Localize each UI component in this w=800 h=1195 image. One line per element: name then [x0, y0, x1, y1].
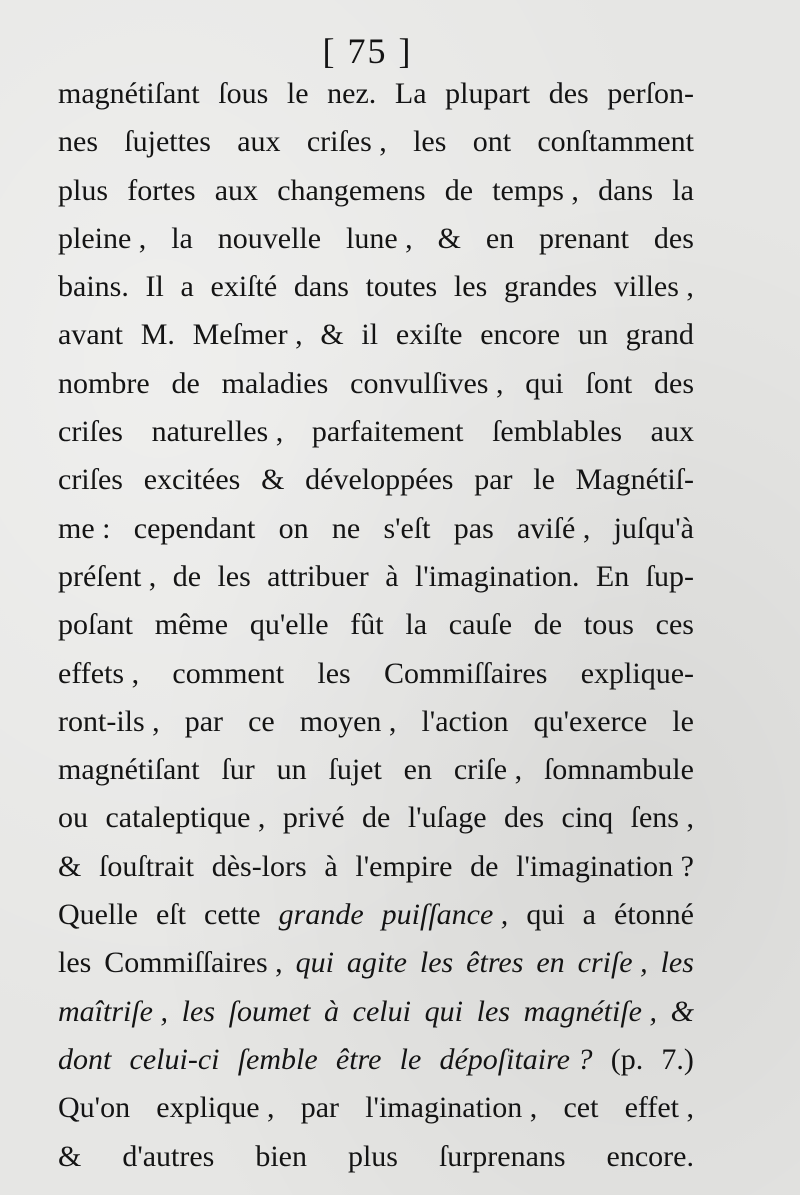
text-word: villes ,	[613, 270, 694, 304]
text-word: qui	[526, 898, 565, 932]
text-word: juſqu'à	[613, 511, 694, 545]
text-line	[58, 843, 694, 891]
text-word: les	[453, 270, 488, 304]
text-word: développées	[305, 463, 454, 497]
text-word: magnétiſant	[58, 77, 200, 110]
text-word: En	[595, 559, 630, 593]
text-line	[58, 794, 694, 842]
text-word: effet ,	[624, 1091, 694, 1125]
text-word: explique ,	[156, 1091, 275, 1125]
text-word: le	[286, 77, 309, 110]
text-word: plus	[58, 173, 109, 207]
text-word: Il	[145, 270, 164, 304]
text-word: ou	[58, 801, 88, 835]
text-word: ſup-	[645, 559, 694, 593]
text-word: ſouſtrait	[99, 849, 195, 883]
text-word: en	[536, 946, 565, 980]
text-word: un	[276, 753, 307, 787]
text-word: Commiſſaires	[384, 656, 548, 690]
text-word: M.	[140, 318, 175, 352]
text-word: exiſté	[210, 270, 278, 304]
text-word: perſon-	[607, 77, 694, 110]
text-word: l'action	[421, 704, 509, 738]
text-word: les	[58, 946, 92, 980]
text-word: toutes	[365, 270, 438, 304]
text-word: le	[672, 704, 694, 738]
text-word: l'uſage	[407, 801, 487, 835]
text-word: naturelles ,	[151, 415, 284, 449]
text-word: aux	[650, 415, 694, 449]
text-word: temps ,	[492, 173, 579, 207]
text-word: l'empire	[355, 849, 453, 883]
text-word: les	[317, 656, 351, 690]
text-word: les	[419, 946, 454, 980]
text-line	[58, 456, 694, 504]
text-word: par	[300, 1091, 340, 1125]
text-word: plus	[347, 1139, 398, 1173]
text-line	[58, 1036, 694, 1084]
text-word: dans	[293, 270, 349, 304]
text-word: la	[672, 173, 694, 207]
text-word: la	[405, 608, 428, 642]
text-word: convulſives ,	[350, 366, 504, 400]
text-word: d'autres	[122, 1139, 215, 1173]
text-word: aviſé ,	[517, 511, 591, 545]
text-word: l'imagination.	[414, 559, 580, 593]
text-word: même	[154, 608, 229, 642]
text-line	[58, 1133, 694, 1181]
text-word: ce	[248, 704, 275, 738]
text-line	[58, 1084, 694, 1132]
text-word: encore	[480, 318, 561, 352]
text-word: préſent ,	[58, 559, 157, 593]
text-word: cauſe	[448, 608, 513, 642]
text-word: criſe ,	[453, 753, 523, 787]
text-word: cependant	[133, 511, 256, 545]
text-word: nes	[58, 125, 98, 159]
text-word: encore.	[606, 1139, 694, 1173]
text-line	[58, 650, 694, 698]
body-text	[58, 70, 694, 1181]
text-line	[58, 360, 694, 408]
text-word: grandes	[503, 270, 598, 304]
text-line	[58, 891, 694, 939]
text-word: à	[385, 559, 399, 593]
text-word: les	[413, 125, 447, 159]
text-word: magnétiſant	[58, 753, 200, 787]
text-word: bains.	[58, 270, 129, 304]
text-word: fût	[350, 608, 384, 642]
text-word: les	[217, 559, 251, 593]
text-word: criſes	[58, 415, 123, 449]
text-word: &	[437, 221, 461, 255]
text-word: &	[320, 318, 344, 352]
text-word: ſemble	[237, 1042, 318, 1076]
text-word: 7.)	[661, 1042, 694, 1076]
text-word: privé	[282, 801, 345, 835]
text-word: ſurprenans	[438, 1139, 566, 1173]
text-word: nouvelle	[217, 221, 322, 255]
text-line	[58, 215, 694, 263]
text-word: la	[171, 221, 193, 255]
text-word: tous	[583, 608, 634, 642]
text-word: me :	[58, 511, 111, 545]
text-word: ſous	[218, 77, 269, 110]
text-word: à	[324, 994, 339, 1028]
text-word: agite	[346, 946, 407, 980]
text-word: criſes	[58, 463, 123, 497]
text-word: (p.	[610, 1042, 644, 1076]
text-word: êtres	[466, 946, 524, 980]
text-line	[58, 939, 694, 987]
text-word: les	[476, 994, 510, 1028]
text-word: attribuer	[267, 559, 369, 593]
text-word: lune ,	[346, 221, 413, 255]
text-word: on	[278, 511, 309, 545]
text-word: explique-	[580, 656, 694, 690]
text-word: eſt	[155, 898, 186, 932]
text-line	[58, 167, 694, 215]
text-line	[58, 70, 694, 118]
text-word: par	[184, 704, 224, 738]
text-word: ſens ,	[630, 801, 694, 835]
text-word: ſoumet	[228, 994, 311, 1028]
text-word: le	[533, 463, 555, 497]
text-word: parfaitement	[311, 415, 464, 449]
text-word: ſujet	[328, 753, 382, 787]
text-word: aux	[214, 173, 259, 207]
text-word: fortes	[127, 173, 196, 207]
text-word: de	[444, 173, 474, 207]
text-word: comment	[172, 656, 285, 690]
text-word: ſomnambule	[543, 753, 694, 787]
text-word: &	[58, 1139, 82, 1173]
text-word: bien	[255, 1139, 307, 1173]
text-word: pas	[453, 511, 494, 545]
text-word: Meſmer ,	[192, 318, 303, 352]
text-word: ront-ils ,	[58, 704, 160, 738]
text-word: par	[474, 463, 513, 497]
text-word: ſont	[585, 366, 633, 400]
text-word: cette	[204, 898, 261, 932]
text-word: La	[394, 77, 427, 110]
text-word: &	[670, 994, 694, 1028]
text-line	[58, 746, 694, 794]
text-word: celui	[352, 994, 411, 1028]
text-word: grand	[625, 318, 694, 352]
text-word: ont	[472, 125, 512, 159]
text-word: dès-lors	[211, 849, 307, 883]
text-word: aux	[237, 125, 281, 159]
text-word: cet	[563, 1091, 599, 1125]
text-word: puiſſance ,	[381, 898, 509, 932]
text-word: l'imagination ?	[516, 849, 694, 883]
text-word: prenant	[539, 221, 630, 255]
text-word: exiſte	[395, 318, 463, 352]
text-word: conſtamment	[537, 125, 694, 159]
page-number: [ 75 ]	[322, 31, 413, 71]
text-word: cataleptique ,	[105, 801, 266, 835]
text-word: qui	[424, 994, 463, 1028]
text-word: celui-ci	[129, 1042, 220, 1076]
text-word: ne	[331, 511, 361, 545]
text-word: effets ,	[58, 656, 140, 690]
text-word: de	[470, 849, 499, 883]
text-word: étonné	[614, 898, 694, 932]
text-word: ſujettes	[124, 125, 211, 159]
text-line	[58, 988, 694, 1036]
text-word: cinq	[561, 801, 614, 835]
text-word: en	[403, 753, 432, 787]
text-line	[58, 553, 694, 601]
text-line	[58, 601, 694, 649]
text-word: un	[577, 318, 608, 352]
text-word: Commiſſaires ,	[104, 946, 283, 980]
text-word: a	[180, 270, 194, 304]
text-word: être	[335, 1042, 382, 1076]
text-word: des	[654, 366, 694, 400]
text-word: changemens	[277, 173, 426, 207]
text-word: ces	[655, 608, 694, 642]
text-word: Magnétiſ-	[575, 463, 694, 497]
text-word: les	[181, 994, 215, 1028]
text-word: moyen ,	[299, 704, 397, 738]
text-word: maladies	[221, 366, 329, 400]
text-word: des	[653, 221, 694, 255]
text-word: de	[533, 608, 563, 642]
text-word: de	[171, 366, 200, 400]
text-word: s'eſt	[383, 511, 431, 545]
text-word: excitées	[143, 463, 241, 497]
text-word: dont	[58, 1042, 112, 1076]
text-word: criſes ,	[306, 125, 387, 159]
text-word: des	[504, 801, 545, 835]
text-word: de	[172, 559, 202, 593]
text-word: criſe ,	[577, 946, 648, 980]
text-word: qui	[525, 366, 564, 400]
text-line	[58, 505, 694, 553]
text-word: dans	[598, 173, 654, 207]
text-word: magnétiſe ,	[523, 994, 657, 1028]
text-word: nez.	[327, 77, 377, 110]
text-word: ſemblables	[492, 415, 623, 449]
text-word: pleine ,	[58, 221, 147, 255]
text-word: en	[485, 221, 515, 255]
text-word: &	[58, 849, 82, 883]
text-word: il	[361, 318, 379, 352]
text-word: des	[548, 77, 589, 110]
text-word: &	[261, 463, 285, 497]
text-word: qu'exerce	[533, 704, 648, 738]
text-word: Qu'on	[58, 1091, 131, 1125]
text-word: l'imagination ,	[365, 1091, 538, 1125]
text-word: maîtriſe ,	[58, 994, 168, 1028]
text-word: poſant	[58, 608, 133, 642]
text-word: grande	[278, 898, 364, 932]
text-word: le	[399, 1042, 422, 1076]
text-line	[58, 118, 694, 166]
text-word: à	[324, 849, 338, 883]
text-line	[58, 263, 694, 311]
text-word: plupart	[445, 77, 531, 110]
text-word: qu'elle	[249, 608, 329, 642]
text-word: les	[660, 946, 694, 980]
text-line	[58, 698, 694, 746]
text-word: avant	[58, 318, 123, 352]
text-line	[58, 311, 694, 359]
text-word: de	[362, 801, 391, 835]
text-word: dépoſitaire ?	[439, 1042, 593, 1076]
text-word: qui	[295, 946, 334, 980]
text-line	[58, 408, 694, 456]
text-word: Quelle	[58, 898, 138, 932]
text-word: nombre	[58, 366, 150, 400]
text-word: a	[582, 898, 596, 932]
text-word: ſur	[221, 753, 255, 787]
